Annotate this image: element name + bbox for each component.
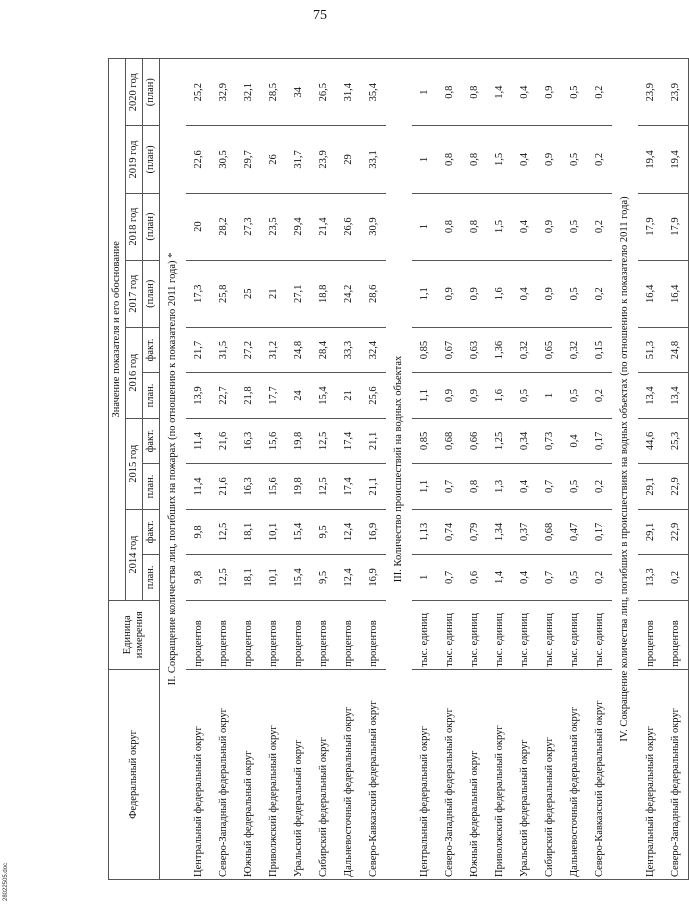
cell-value: 0,7 [437, 555, 462, 600]
cell-value: 44,6 [638, 418, 663, 463]
cell-unit: тыс. единиц [587, 600, 612, 669]
cell-value: 16,4 [663, 260, 689, 327]
cell-value: 29,1 [638, 464, 663, 509]
cell-value: 0,2 [663, 555, 689, 600]
cell-unit: процентов [261, 600, 286, 669]
cell-region: Северо-Кавказский федеральный округ [361, 669, 386, 879]
cell-value: 11,4 [186, 464, 211, 509]
cell-value: 0,67 [437, 327, 462, 372]
cell-value: 33,1 [361, 126, 386, 193]
cell-value: 0,4 [512, 260, 537, 327]
cell-value: 11,4 [186, 418, 211, 463]
cell-value: 1,36 [487, 327, 512, 372]
cell-value: 0,74 [437, 509, 462, 554]
header-sub: план. [143, 464, 160, 509]
cell-value: 13,4 [638, 373, 663, 418]
cell-value: 1 [412, 126, 437, 193]
cell-value: 1,13 [412, 509, 437, 554]
section-title: IV. Сокращение количества лиц, погибших в происшествиях на водных объектах (по отношению к показателю 2011 года) [612, 59, 638, 880]
cell-region: Северо-Западный федеральный округ [211, 669, 236, 879]
cell-value: 9,5 [311, 509, 336, 554]
cell-unit: тыс. единиц [437, 600, 462, 669]
cell-value: 0,9 [537, 126, 562, 193]
table-row [487, 59, 512, 880]
table-row [361, 59, 386, 880]
cell-value: 1 [537, 373, 562, 418]
cell-value: 17,3 [186, 260, 211, 327]
cell-value: 31,5 [211, 327, 236, 372]
cell-value: 22,9 [663, 464, 689, 509]
cell-value: 28,6 [361, 260, 386, 327]
document-file-id: 28022505.doc [3, 862, 9, 901]
table-row [261, 59, 286, 880]
cell-value: 29,7 [236, 126, 261, 193]
cell-value: 1,4 [487, 555, 512, 600]
header-year-2015: 2015 год [126, 418, 143, 509]
cell-value: 25,3 [663, 418, 689, 463]
table-row [286, 59, 311, 880]
cell-value: 0,8 [437, 193, 462, 260]
cell-unit: процентов [311, 600, 336, 669]
table-row [562, 59, 587, 880]
cell-value: 32,1 [236, 59, 261, 126]
table-row [186, 59, 211, 880]
cell-value: 19,4 [663, 126, 689, 193]
section-header-row [386, 59, 412, 880]
table-row [537, 59, 562, 880]
cell-value: 17,4 [336, 418, 361, 463]
cell-value: 24 [286, 373, 311, 418]
cell-value: 26,5 [311, 59, 336, 126]
cell-value: 12,5 [211, 555, 236, 600]
cell-value: 29,1 [638, 509, 663, 554]
cell-region: Дальневосточный федеральный округ [562, 669, 587, 879]
cell-value: 0,8 [462, 464, 487, 509]
cell-value: 21,4 [311, 193, 336, 260]
cell-value: 22,6 [186, 126, 211, 193]
cell-value: 18,1 [236, 509, 261, 554]
cell-region: Центральный федеральный округ [412, 669, 437, 879]
cell-value: 28,4 [311, 327, 336, 372]
cell-value: 28,2 [211, 193, 236, 260]
cell-value: 1 [412, 555, 437, 600]
table-row [336, 59, 361, 880]
cell-value: 22,9 [663, 509, 689, 554]
cell-value: 0,2 [587, 126, 612, 193]
cell-value: 24,8 [286, 327, 311, 372]
cell-value: 19,4 [638, 126, 663, 193]
cell-value: 16,9 [361, 509, 386, 554]
cell-value: 18,1 [236, 555, 261, 600]
cell-value: 0,8 [437, 59, 462, 126]
cell-value: 0,9 [537, 193, 562, 260]
cell-value: 21,8 [236, 373, 261, 418]
cell-value: 0,85 [412, 418, 437, 463]
cell-value: 0,4 [512, 59, 537, 126]
cell-value: 15,6 [261, 418, 286, 463]
table-row [587, 59, 612, 880]
cell-value: 0,7 [537, 555, 562, 600]
table-row [412, 59, 437, 880]
table-row [663, 59, 689, 880]
header-values: Значение показателя и его обоснование [109, 59, 126, 601]
cell-region: Дальневосточный федеральный округ [336, 669, 361, 879]
cell-value: 1 [412, 59, 437, 126]
cell-value: 1,4 [487, 59, 512, 126]
cell-value: 0,5 [562, 193, 587, 260]
cell-region: Северо-Кавказский федеральный округ [587, 669, 612, 879]
cell-value: 25,8 [211, 260, 236, 327]
cell-region: Приволжский федеральный округ [261, 669, 286, 879]
cell-unit: тыс. единиц [412, 600, 437, 669]
cell-value: 18,8 [311, 260, 336, 327]
cell-value: 0,7 [537, 464, 562, 509]
cell-value: 10,1 [261, 509, 286, 554]
section-header-row [160, 59, 187, 880]
cell-value: 16,9 [361, 555, 386, 600]
cell-value: 0,47 [562, 509, 587, 554]
section-header-row [612, 59, 638, 880]
cell-value: 16,3 [236, 464, 261, 509]
table-row [638, 59, 663, 880]
cell-value: 0,5 [562, 464, 587, 509]
cell-value: 0,4 [512, 126, 537, 193]
cell-value: 0,8 [462, 193, 487, 260]
cell-value: 0,8 [437, 126, 462, 193]
cell-unit: тыс. единиц [562, 600, 587, 669]
cell-value: 16,3 [236, 418, 261, 463]
cell-value: 0,2 [587, 373, 612, 418]
cell-value: 0,15 [587, 327, 612, 372]
cell-value: 0,5 [512, 373, 537, 418]
cell-value: 28,5 [261, 59, 286, 126]
cell-value: 1,5 [487, 193, 512, 260]
cell-region: Южный федеральный округ [236, 669, 261, 879]
cell-value: 23,5 [261, 193, 286, 260]
cell-value: 0,9 [537, 59, 562, 126]
cell-value: 1 [412, 193, 437, 260]
cell-value: 0,9 [437, 373, 462, 418]
cell-value: 0,85 [412, 327, 437, 372]
cell-value: 17,9 [663, 193, 689, 260]
cell-value: 17,9 [638, 193, 663, 260]
cell-value: 19,8 [286, 464, 311, 509]
cell-value: 20 [186, 193, 211, 260]
cell-value: 30,5 [211, 126, 236, 193]
cell-region: Уральский федеральный округ [512, 669, 537, 879]
cell-value: 12,4 [336, 509, 361, 554]
cell-value: 0,2 [587, 59, 612, 126]
header-sub: факт. [143, 509, 160, 554]
cell-value: 16,4 [638, 260, 663, 327]
cell-value: 15,4 [286, 555, 311, 600]
cell-value: 25 [236, 260, 261, 327]
cell-region: Северо-Западный федеральный округ [663, 669, 689, 879]
table-row [512, 59, 537, 880]
cell-value: 0,68 [437, 418, 462, 463]
header-region: Федеральный округ [109, 669, 160, 879]
cell-value: 13,4 [663, 373, 689, 418]
cell-value: 26,6 [336, 193, 361, 260]
cell-value: 21,1 [361, 418, 386, 463]
header-sub: (план) [143, 193, 160, 260]
section-title: III. Количество происшествий на водных объектах [386, 59, 412, 880]
cell-unit: процентов [638, 600, 663, 669]
cell-value: 15,6 [261, 464, 286, 509]
cell-unit: тыс. единиц [537, 600, 562, 669]
cell-value: 35,4 [361, 59, 386, 126]
header-year-2016: 2016 год [126, 327, 143, 418]
cell-value: 1,25 [487, 418, 512, 463]
cell-value: 1,6 [487, 373, 512, 418]
cell-value: 13,3 [638, 555, 663, 600]
cell-value: 21,7 [186, 327, 211, 372]
table-row [311, 59, 336, 880]
cell-value: 19,8 [286, 418, 311, 463]
cell-value: 0,5 [562, 126, 587, 193]
cell-value: 17,7 [261, 373, 286, 418]
cell-value: 27,2 [236, 327, 261, 372]
cell-value: 1,1 [412, 464, 437, 509]
header-sub: (план) [143, 260, 160, 327]
cell-region: Уральский федеральный округ [286, 669, 311, 879]
cell-value: 0,32 [512, 327, 537, 372]
cell-value: 0,17 [587, 509, 612, 554]
cell-value: 24,8 [663, 327, 689, 372]
cell-unit: процентов [286, 600, 311, 669]
cell-value: 0,8 [462, 126, 487, 193]
cell-value: 23,9 [663, 59, 689, 126]
cell-value: 29,4 [286, 193, 311, 260]
cell-value: 0,66 [462, 418, 487, 463]
cell-value: 32,9 [211, 59, 236, 126]
cell-value: 31,2 [261, 327, 286, 372]
cell-region: Сибирский федеральный округ [311, 669, 336, 879]
cell-region: Южный федеральный округ [462, 669, 487, 879]
cell-value: 0,32 [562, 327, 587, 372]
cell-value: 21,6 [211, 464, 236, 509]
header-year-2020: 2020 год [126, 59, 143, 126]
cell-value: 24,2 [336, 260, 361, 327]
table-body [160, 59, 689, 880]
cell-value: 0,5 [562, 59, 587, 126]
cell-value: 21 [336, 373, 361, 418]
header-sub: план. [143, 555, 160, 600]
section-title: II. Сокращение количества лиц, погибших на пожарах (по отношению к показателю 2011 года) * [160, 59, 187, 880]
cell-value: 1,1 [412, 260, 437, 327]
cell-value: 9,5 [311, 555, 336, 600]
cell-value: 0,73 [537, 418, 562, 463]
cell-value: 0,63 [462, 327, 487, 372]
cell-value: 0,9 [437, 260, 462, 327]
cell-value: 0,9 [462, 373, 487, 418]
cell-value: 25,2 [186, 59, 211, 126]
cell-value: 0,7 [437, 464, 462, 509]
cell-region: Приволжский федеральный округ [487, 669, 512, 879]
cell-value: 0,9 [537, 260, 562, 327]
cell-value: 25,6 [361, 373, 386, 418]
cell-region: Центральный федеральный округ [638, 669, 663, 879]
cell-value: 29 [336, 126, 361, 193]
cell-value: 0,4 [512, 464, 537, 509]
header-sub: план. [143, 373, 160, 418]
cell-region: Северо-Западный федеральный округ [437, 669, 462, 879]
header-year-2019: 2019 год [126, 126, 143, 193]
cell-unit: процентов [186, 600, 211, 669]
header-unit: Единица измерения [109, 600, 160, 669]
cell-value: 0,4 [512, 193, 537, 260]
header-sub: (план) [143, 59, 160, 126]
cell-value: 34 [286, 59, 311, 126]
cell-value: 33,3 [336, 327, 361, 372]
cell-value: 13,9 [186, 373, 211, 418]
cell-value: 0,68 [537, 509, 562, 554]
cell-value: 1,6 [487, 260, 512, 327]
table-row [211, 59, 236, 880]
cell-value: 21,1 [361, 464, 386, 509]
header-sub: факт. [143, 418, 160, 463]
indicator-table [108, 58, 689, 880]
cell-value: 1,3 [487, 464, 512, 509]
header-year-2014: 2014 год [126, 509, 143, 600]
cell-value: 32,4 [361, 327, 386, 372]
table-row [462, 59, 487, 880]
cell-value: 12,5 [311, 418, 336, 463]
cell-region: Центральный федеральный округ [186, 669, 211, 879]
cell-value: 51,3 [638, 327, 663, 372]
cell-unit: процентов [361, 600, 386, 669]
cell-value: 21 [261, 260, 286, 327]
cell-value: 0,34 [512, 418, 537, 463]
cell-value: 27,1 [286, 260, 311, 327]
cell-value: 12,4 [336, 555, 361, 600]
cell-value: 23,9 [638, 59, 663, 126]
cell-value: 0,79 [462, 509, 487, 554]
cell-value: 12,5 [311, 464, 336, 509]
cell-value: 0,9 [462, 260, 487, 327]
cell-unit: тыс. единиц [512, 600, 537, 669]
cell-value: 0,4 [562, 418, 587, 463]
cell-value: 0,65 [537, 327, 562, 372]
page-number: 75 [313, 8, 327, 23]
cell-value: 0,17 [587, 418, 612, 463]
header-sub: (план) [143, 126, 160, 193]
cell-unit: процентов [336, 600, 361, 669]
header-year-2017: 2017 год [126, 260, 143, 327]
cell-value: 0,5 [562, 373, 587, 418]
table-row [437, 59, 462, 880]
table-row [236, 59, 261, 880]
cell-value: 1,34 [487, 509, 512, 554]
cell-value: 0,2 [587, 464, 612, 509]
cell-value: 26 [261, 126, 286, 193]
cell-value: 0,5 [562, 260, 587, 327]
cell-value: 0,5 [562, 555, 587, 600]
rotated-table-container [108, 58, 681, 880]
cell-value: 0,6 [462, 555, 487, 600]
cell-value: 0,2 [587, 555, 612, 600]
cell-value: 1,1 [412, 373, 437, 418]
cell-value: 15,4 [311, 373, 336, 418]
cell-value: 31,4 [336, 59, 361, 126]
header-year-2018: 2018 год [126, 193, 143, 260]
cell-value: 31,7 [286, 126, 311, 193]
cell-value: 0,8 [462, 59, 487, 126]
cell-value: 9,8 [186, 555, 211, 600]
cell-value: 17,4 [336, 464, 361, 509]
cell-unit: тыс. единиц [462, 600, 487, 669]
cell-unit: процентов [236, 600, 261, 669]
cell-value: 10,1 [261, 555, 286, 600]
cell-value: 30,9 [361, 193, 386, 260]
cell-unit: процентов [663, 600, 689, 669]
cell-value: 21,6 [211, 418, 236, 463]
cell-value: 0,37 [512, 509, 537, 554]
cell-value: 12,5 [211, 509, 236, 554]
cell-value: 0,4 [512, 555, 537, 600]
cell-value: 9,8 [186, 509, 211, 554]
cell-unit: тыс. единиц [487, 600, 512, 669]
cell-value: 0,2 [587, 193, 612, 260]
cell-region: Сибирский федеральный округ [537, 669, 562, 879]
header-sub: факт. [143, 327, 160, 372]
cell-value: 0,2 [587, 260, 612, 327]
cell-unit: процентов [211, 600, 236, 669]
cell-value: 15,4 [286, 509, 311, 554]
cell-value: 23,9 [311, 126, 336, 193]
cell-value: 1,5 [487, 126, 512, 193]
cell-value: 22,7 [211, 373, 236, 418]
cell-value: 27,3 [236, 193, 261, 260]
